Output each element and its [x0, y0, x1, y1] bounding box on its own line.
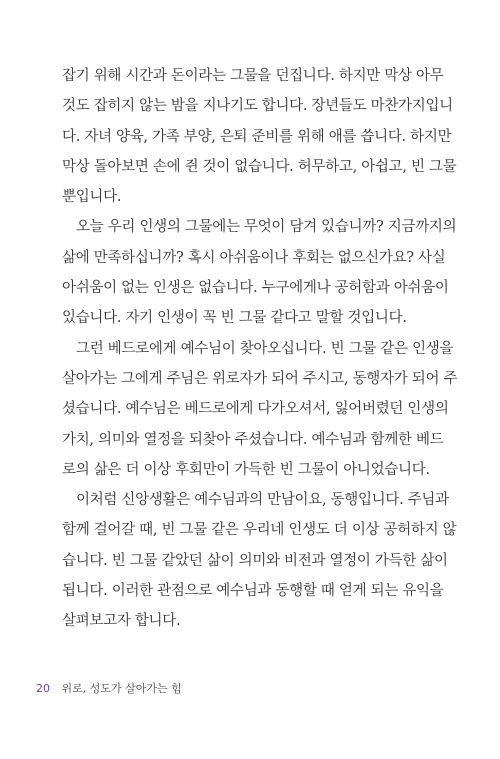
text-line: 삶에 만족하십니까? 혹시 아쉬움이나 후회는 없으신가요? 사실 [62, 249, 446, 266]
running-title: 위로, 성도가 살아가는 힘 [61, 682, 182, 695]
text-line: 이처럼 신앙생활은 예수님과의 만남이요, 동행입니다. 주님과 [76, 492, 449, 509]
text-line: 가치, 의미와 열정을 되찾아 주셨습니다. 예수님과 함께한 베드 [62, 431, 444, 448]
paragraph-1 [62, 61, 457, 212]
text-line: 아쉬움이 없는 인생은 없습니다. 누구에게나 공허함과 아쉬움이 [62, 280, 449, 297]
paragraph-4 [62, 485, 457, 636]
text-line: 뿐입니다. [62, 189, 122, 206]
text-line: 살아가는 그에게 주님은 위로자가 되어 주시고, 동행자가 되어 주 [62, 370, 458, 387]
text-line: 그런 베드로에게 예수님이 찾아오십니다. 빈 그물 같은 인생을 [76, 340, 454, 357]
text-line: 다. 자녀 양육, 가족 부양, 은퇴 준비를 위해 애를 씁니다. 하지만 [62, 128, 452, 145]
text-line: 살펴보고자 합니다. [62, 613, 181, 630]
text-line: 함께 걸어갈 때, 빈 그물 같은 우리네 인생도 더 이상 공허하지 않 [62, 522, 457, 539]
text-line: 로의 삶은 더 이상 후회만이 가득한 빈 그물이 아니었습니다. [62, 461, 430, 478]
page-body [62, 61, 458, 637]
text-line: 잡기 위해 시간과 돈이라는 그물을 던집니다. 하지만 막상 아무 [62, 68, 444, 84]
text-line: 셨습니다. 예수님은 베드로에게 다가오셔서, 잃어버렸던 인생의 [62, 401, 449, 418]
text-line: 막상 돌아보면 손에 쥔 것이 없습니다. 허무하고, 아쉽고, 빈 그물 [62, 158, 457, 175]
text-line: 됩니다. 이러한 관점으로 예수님과 동행할 때 얻게 되는 유익을 [62, 583, 444, 600]
text-line: 것도 잡히지 않는 밤을 지나기도 합니다. 장년들도 마찬가지입니 [62, 98, 453, 115]
page-footer [36, 682, 182, 696]
text-line: 습니다. 빈 그물 같았던 삶이 의미와 비전과 열정이 가득한 삶이 [62, 552, 448, 569]
paragraph-2 [62, 212, 457, 333]
page-number: 20 [36, 682, 50, 695]
text-line: 있습니다. 자기 인생이 꼭 빈 그물 같다고 말할 것입니다. [62, 310, 407, 327]
text-line: 오늘 우리 인생의 그물에는 무엇이 담겨 있습니까? 지금까지의 [76, 219, 457, 236]
paragraph-3 [62, 334, 458, 485]
